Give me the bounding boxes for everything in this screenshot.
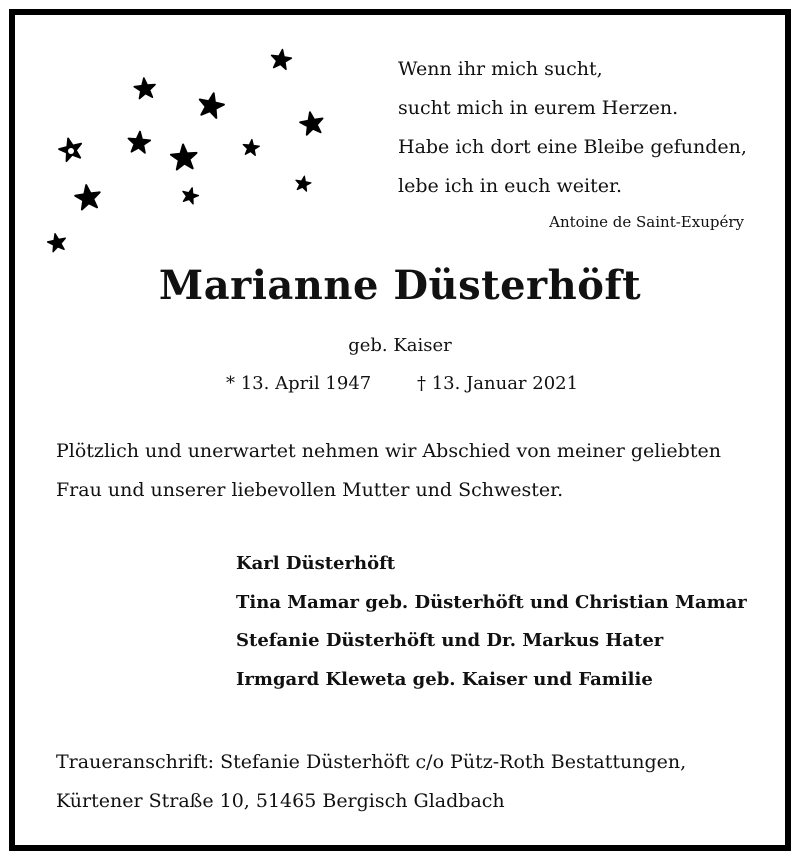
deceased-name: Marianne Düsterhöft — [158, 262, 642, 309]
death-date: † 13. Januar 2021 — [417, 373, 579, 394]
star-icon — [127, 131, 151, 154]
star-icon — [180, 186, 200, 205]
quote-line: Wenn ihr mich sucht, — [398, 58, 603, 80]
mourning-address — [56, 743, 686, 821]
star-icon — [242, 139, 260, 156]
star-icon — [46, 232, 67, 253]
maiden-name: geb. Kaiser — [348, 335, 452, 356]
quote — [398, 50, 758, 206]
farewell-message — [56, 432, 756, 510]
address-line: Traueranschrift: Stefanie Düsterhöft c/o Pütz-Roth Bestattungen, — [56, 751, 687, 773]
star-icon — [197, 91, 226, 119]
star-icon — [133, 77, 156, 99]
star-icon — [74, 183, 102, 210]
star-icon — [170, 144, 197, 170]
star-icon — [294, 175, 311, 192]
mourner-entry: Karl Düsterhöft — [236, 553, 396, 574]
star-icon — [299, 110, 325, 135]
mourner-entry: Tina Mamar geb. Düsterhöft und Christian Mamar — [236, 591, 747, 613]
message-line: Frau und unserer liebevollen Mutter und Schwester. — [56, 479, 564, 501]
quote-line: sucht mich in eurem Herzen. — [398, 97, 679, 119]
star-icon — [270, 48, 292, 70]
birth-date: * 13. April 1947 — [226, 373, 372, 394]
message-line: Plötzlich und unerwartet nehmen wir Abschied von meiner geliebten — [56, 440, 721, 462]
address-line: Kürtener Straße 10, 51465 Bergisch Gladbach — [56, 790, 505, 812]
quote-line: lebe ich in euch weiter. — [398, 175, 623, 197]
quote-author: Antoine de Saint-Exupéry — [549, 213, 744, 231]
star-highlight — [68, 148, 74, 154]
mourner-entry: Irmgard Kleweta geb. Kaiser und Familie — [236, 668, 653, 690]
mourners-list — [236, 545, 747, 699]
quote-line: Habe ich dort eine Bleibe gefunden, — [398, 136, 747, 158]
mourner-entry: Stefanie Düsterhöft und Dr. Markus Hater — [236, 630, 664, 651]
